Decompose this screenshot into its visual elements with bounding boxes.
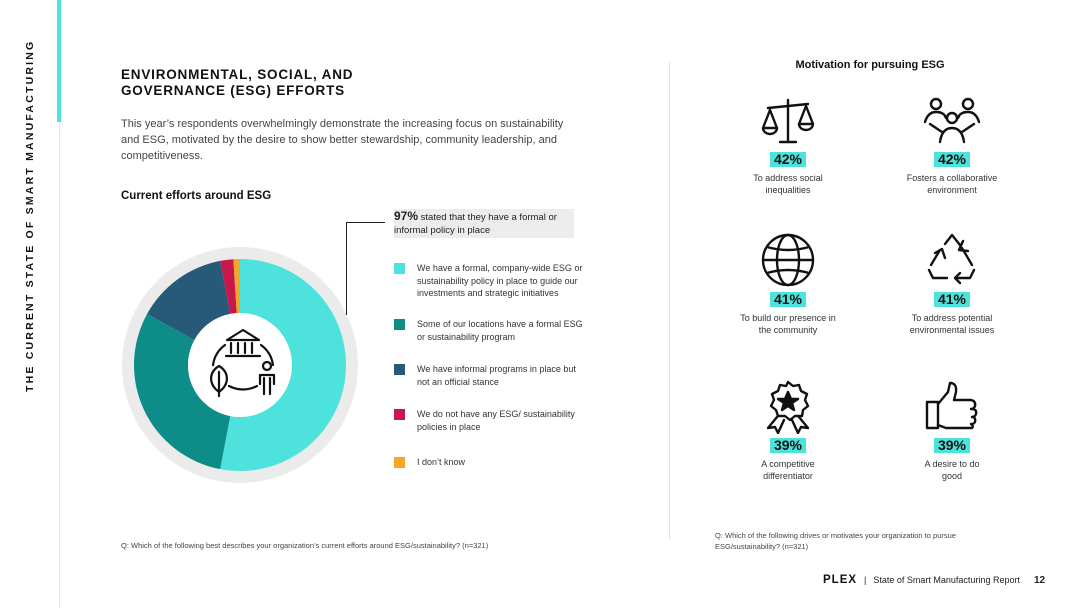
motivation-pct: 41%: [770, 292, 806, 307]
motivation-pct: 39%: [770, 438, 806, 453]
thumbs-up-icon: [924, 380, 980, 434]
column-divider: [669, 62, 670, 540]
legend-swatch: [394, 364, 405, 375]
globe-icon: [760, 232, 816, 288]
scales-icon: [760, 96, 816, 148]
legend-swatch: [394, 263, 405, 274]
motivation-label: To build our presence in the community: [740, 313, 836, 335]
legend-label: We have informal programs in place but not an official stance: [417, 364, 576, 387]
motivation-pct: 42%: [934, 152, 970, 167]
sidebar-title: THE CURRENT STATE OF SMART MANUFACTURING: [24, 39, 36, 392]
legend-item-formal-company-wide: [394, 262, 589, 300]
left-question-footnote: Q: Which of the following best describes your organization’s current efforts around ESG/sustainability? (n=321): [121, 541, 489, 550]
motivation-item-social: [718, 96, 858, 196]
award-ribbon-icon: [760, 380, 816, 434]
donut-center: [188, 313, 292, 417]
legend-label: Some of our locations have a formal ESG or sustainability program: [417, 319, 583, 342]
legend-swatch: [394, 457, 405, 468]
motivation-item-community: [718, 232, 858, 336]
motivation-label: To address potential environmental issues: [909, 313, 995, 335]
footer-separator: |: [864, 575, 867, 585]
motivation-label: A desire to do good: [924, 459, 980, 481]
motivation-heading: Motivation for pursuing ESG: [795, 59, 945, 71]
callout-text: stated that they have a formal or informal policy in place: [394, 212, 557, 236]
legend-label: We have a formal, company-wide ESG or sustainability policy in place to guide our investments and strategic initiatives: [417, 263, 583, 298]
callout-pct: 97%: [394, 209, 419, 223]
report-name: State of Smart Manufacturing Report: [873, 575, 1020, 585]
chart-heading: Current efforts around ESG: [121, 190, 272, 202]
motivation-item-collaboration: [882, 96, 1022, 196]
legend-item-some-locations: [394, 318, 589, 343]
motivation-label: Fosters a collaborative environment: [906, 173, 998, 195]
motivation-pct: 42%: [770, 152, 806, 167]
legend-swatch: [394, 409, 405, 420]
motivation-item-environmental: [882, 232, 1022, 336]
recycle-icon: [923, 232, 981, 288]
page-number: 12: [1033, 574, 1046, 586]
legend-swatch: [394, 319, 405, 330]
motivation-item-do-good: [882, 380, 1022, 482]
page-footer: [823, 574, 1045, 586]
legend-label: I don’t know: [417, 457, 466, 467]
right-question-footnote: Q: Which of the following drives or motivates your organization to pursue ESG/sustainability? (n=321): [715, 531, 956, 551]
intro-paragraph: This year’s respondents overwhelmingly demonstrate the increasing focus on sustainability and ESG, motivated by the desire to show better stewardship, community leadership, and competitiveness.: [121, 118, 564, 162]
plex-logo: PLEX: [823, 574, 858, 586]
callout-97-percent: [394, 209, 574, 238]
motivation-pct: 41%: [934, 292, 970, 307]
legend-item-informal-programs: [394, 363, 589, 388]
legend-item-no-policies: [394, 408, 589, 433]
legend-item-dont-know: [394, 456, 589, 469]
callout-connector: [346, 222, 385, 315]
legend-label: We do not have any ESG/ sustainability policies in place: [417, 409, 575, 432]
motivation-pct: 39%: [934, 438, 970, 453]
motivation-item-competitive: [718, 380, 858, 482]
page-title: ENVIRONMENTAL, SOCIAL, AND GOVERNANCE (ESG) EFFORTS: [121, 67, 354, 98]
people-group-icon: [922, 96, 982, 148]
motivation-label: A competitive differentiator: [761, 459, 815, 481]
motivation-label: To address social inequalities: [753, 173, 823, 195]
